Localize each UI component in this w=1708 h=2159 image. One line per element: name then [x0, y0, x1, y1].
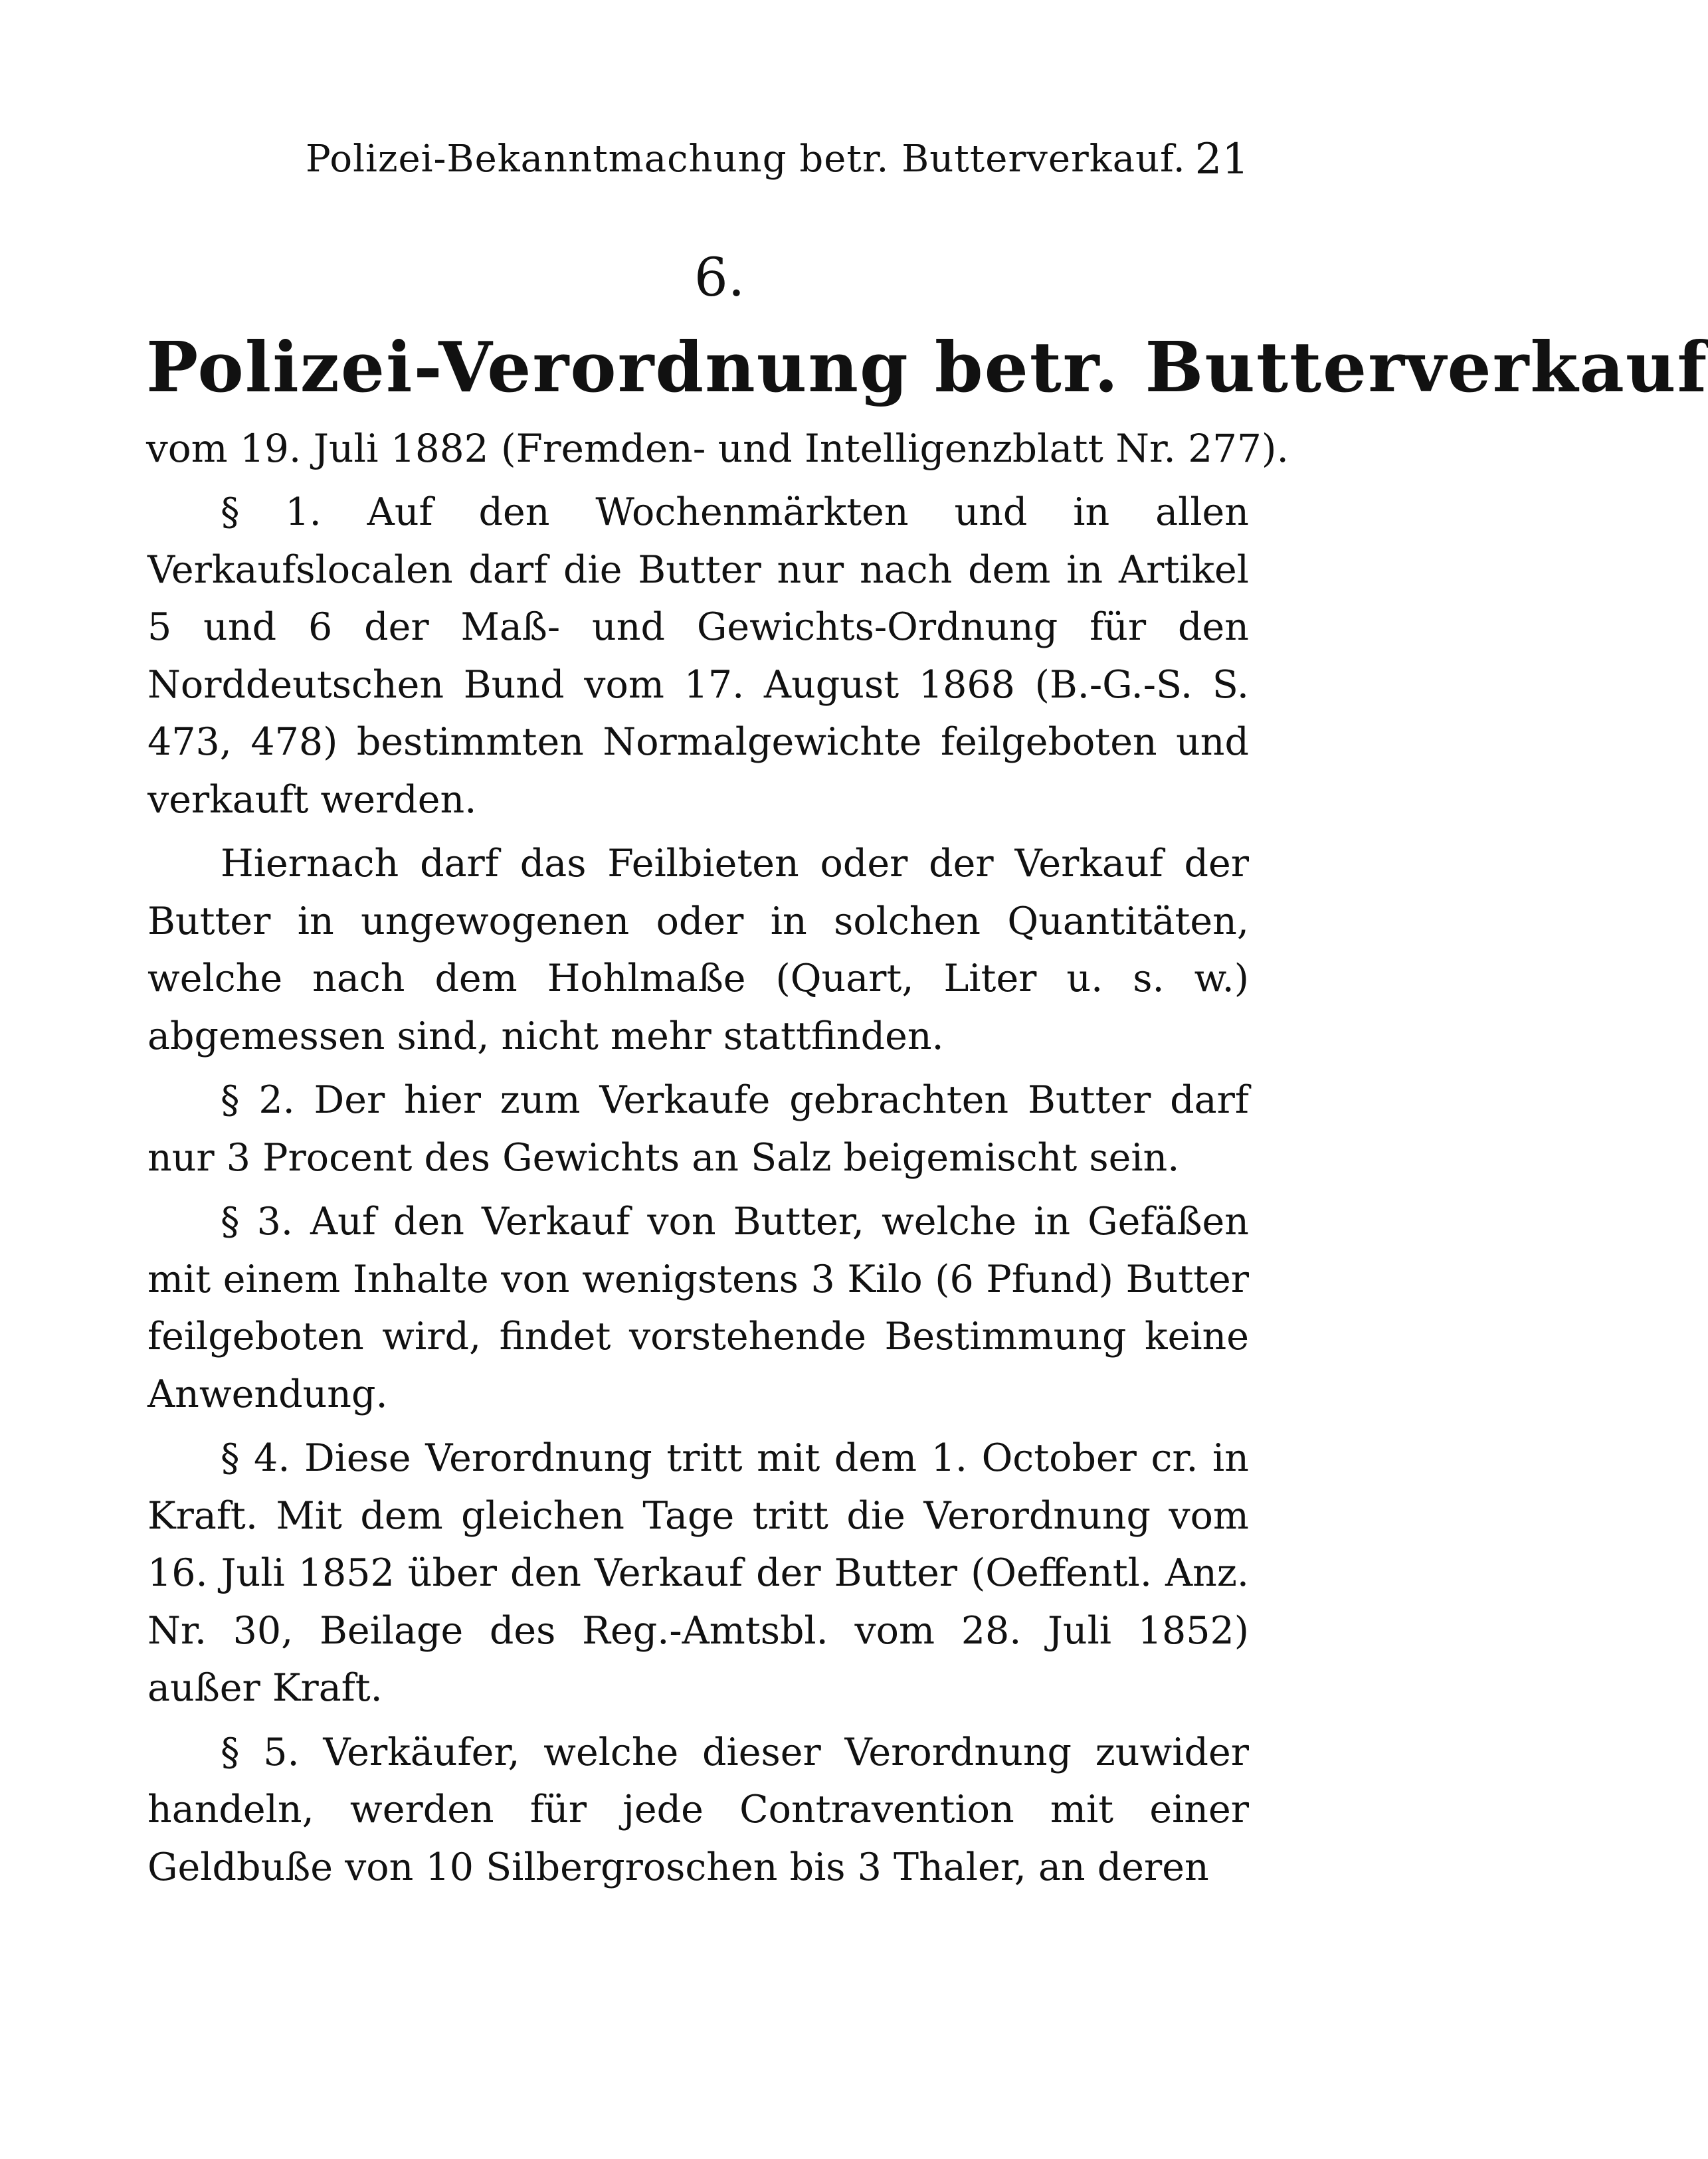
paragraph-section-5: § 5. Verkäufer, welche dieser Verordnung zuwider handeln, werden für jede Contravention mit einer Geldbuße von 10 Silbergroschen bis 3 Thaler, an deren [147, 1730, 1249, 1889]
paragraph-section-4: § 4. Diese Verordnung tritt mit dem 1. October cr. in Kraft. Mit dem gleichen Tage tritt die Verordnung vom 16. Juli 1852 über den Verkauf der Butter (Oeffentl. Anz. Nr. 30, Beilage des Reg.-Amtsbl. vom 28. Juli 1852) außer Kraft. [147, 1436, 1249, 1710]
ordinance-date-line: vom 19. Juli 1882 (Fremden- und Intelligenzblatt Nr. 277). [146, 426, 1289, 471]
paragraph-section-3: § 3. Auf den Verkauf von Butter, welche in Gefäßen mit einem Inhalte von wenigstens 3 Kilo (6 Pfund) Butter feilgeboten wird, findet vorstehende Bestimmung keine Anwendung. [147, 1200, 1249, 1416]
paragraph-section-1-continued: Hiernach darf das Feilbieten oder der Verkauf der Butter in ungewogenen oder in solchen Quantitäten, welche nach dem Hohlmaße (Quart, Liter u. s. w.) abgemessen sind, nicht mehr stattfinden. [147, 842, 1249, 1058]
section-number: 6. [694, 246, 745, 308]
paragraph-section-1: § 1. Auf den Wochenmärkten und in allen Verkaufslocalen darf die Butter nur nach dem in Artikel 5 und 6 der Maß- und Gewichts-Ordnung für den Norddeutschen Bund vom 17. August 1868 (B.-G.-S. S. 473, 478) bestimmten Normalgewichte feilgeboten und verkauft werden. [147, 490, 1249, 822]
running-header-title: Polizei-Bekanntmachung betr. Butterverkauf. [306, 138, 1186, 181]
ordinance-body [147, 484, 1249, 1903]
page-number: 21 [1194, 135, 1249, 184]
paragraph-section-2: § 2. Der hier zum Verkaufe gebrachten Butter darf nur 3 Procent des Gewichts an Salz beigemischt sein. [147, 1078, 1249, 1180]
ordinance-title: Polizei-Verordnung betr. Butterverkauf [146, 326, 1708, 408]
